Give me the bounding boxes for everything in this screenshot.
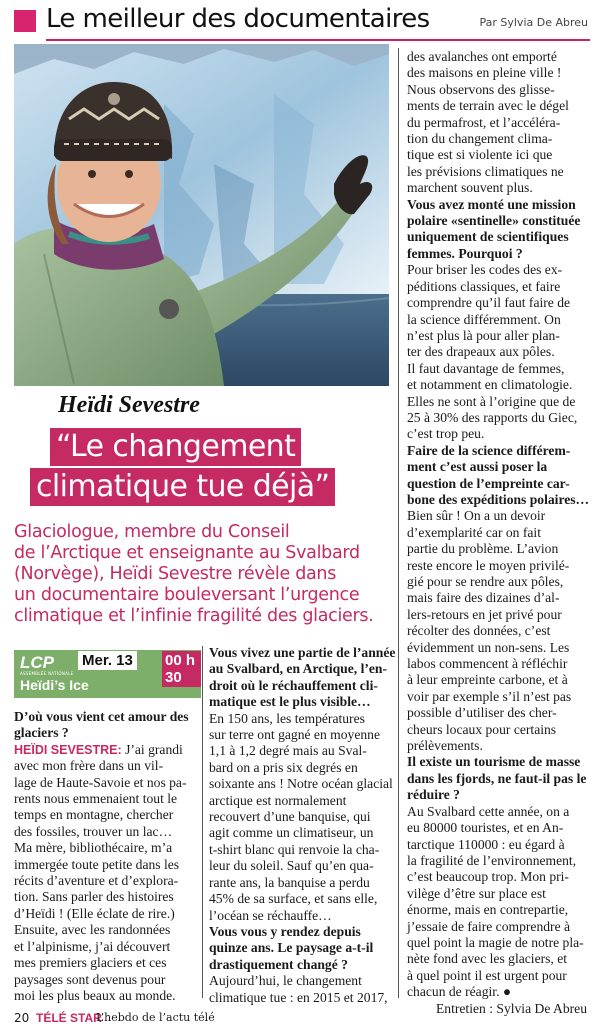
- question-line: Vous avez monté une mission: [407, 196, 576, 212]
- article-column-2: [209, 645, 396, 1006]
- column-divider: [398, 48, 399, 998]
- answer-line: des avalanches ont emporté: [407, 49, 557, 64]
- question-line: droit où le réchauffement cli-: [209, 677, 378, 693]
- answer-line: l’océan se réchauffe…: [209, 907, 332, 923]
- question-line: ment c’est aussi poser la: [407, 459, 548, 475]
- answer-line: des maisons en pleine ville !: [407, 65, 562, 81]
- answer-line: à quel point il est urgent pour: [407, 967, 567, 983]
- answer-line: évidemment un non-sens. Les: [407, 639, 570, 655]
- answer-line: prélèvements.: [407, 738, 483, 754]
- quote-line-2: climatique tue déjà”: [30, 468, 335, 506]
- answer-line: leur du soleil. Sauf qu’en qua-: [209, 858, 374, 874]
- article-text: J’ai grandi: [121, 741, 183, 757]
- answer-line: 1,1 à 1,2 degré mais au Sval-: [209, 743, 367, 759]
- question-line: Vous vivez une partie de l’année: [209, 645, 396, 660]
- answer-line: tarctique 110000 : eu égard à: [407, 836, 565, 852]
- question-line: dans les fjords, ne faut-il pas le: [407, 770, 587, 786]
- interview-credit: Entretien : Sylvia De Abreu: [435, 1000, 587, 1016]
- channel-subtitle: ASSEMBLÉE NATIONALE: [20, 671, 74, 676]
- answer-line: temps en montagne, chercher: [14, 807, 174, 823]
- answer-line: récits d’aventure et d’explora-: [14, 873, 179, 889]
- answer-line: moi les plus beaux au monde.: [14, 987, 176, 1003]
- answer-line: t-shirt blanc qui renvoie la cha-: [209, 841, 380, 857]
- answer-line: des fossiles, trouver un lac…: [14, 823, 173, 839]
- answer-line: reste encore le moyen privilé-: [407, 557, 570, 573]
- answer-line: et l’alpinisme, j’ai découvert: [14, 938, 171, 954]
- intro-line: (Norvège), Heïdi Sevestre révèle dans: [14, 564, 337, 584]
- answer-line: tion du changement clima-: [407, 131, 553, 147]
- question-line: au Svalbard, en Arctique, l’en-: [209, 661, 387, 677]
- quote-line-1: “Le changement: [50, 428, 301, 466]
- answer-line: En 150 ans, les températures: [209, 710, 365, 726]
- question-line: D’où vous vient cet amour des: [14, 709, 189, 724]
- magazine-brand: TÉLÉ STAR: [36, 1011, 102, 1025]
- broadcast-day: Mer. 13: [78, 651, 137, 670]
- answer-line: Ensuite, avec les randonnées: [14, 922, 171, 938]
- answer-line: possible d’utiliser des cher-: [407, 705, 557, 721]
- question-line: matique est le plus visible…: [209, 694, 371, 710]
- answer-line: c’est trop peu.: [407, 426, 485, 442]
- article-line: [14, 742, 196, 758]
- section-marker: [14, 10, 36, 32]
- answer-line: tique est si violente ici que: [407, 147, 553, 163]
- answer-line: tion. Sans parler des histoires: [14, 889, 174, 905]
- magazine-tagline: L’hebdo de l’actu télé: [96, 1011, 215, 1024]
- question-line: question de l’empreinte car-: [407, 475, 570, 491]
- show-title: Heïdi’s Ice: [20, 677, 89, 693]
- page-number: 20: [14, 1011, 30, 1025]
- page-footer: [14, 1010, 594, 1028]
- answer-line: et notamment en climatologie.: [407, 377, 573, 393]
- answer-line: Aujourd’hui, le changement: [209, 973, 362, 989]
- question-line: Vous vous y rendez depuis: [209, 923, 361, 939]
- answer-line: Ma mère, bibliothécaire, m’a: [14, 840, 173, 856]
- answer-line: ter des drapeaux aux pôles.: [407, 344, 555, 360]
- question-line: glaciers ?: [14, 725, 69, 741]
- article-column-3: [407, 49, 590, 1017]
- answer-line: c’est beaucoup trop. Mon pri-: [407, 869, 569, 885]
- answer-line: récolter des données, c’est: [407, 623, 551, 639]
- question-line: polaire «sentinelle» constituée: [407, 213, 581, 229]
- answer-line: rante ans, la banquise a perdu: [209, 874, 370, 890]
- answer-line: sur terre ont gagné en moyenne: [209, 727, 380, 743]
- intro-line: de l’Arctique et enseignante au Svalbard: [14, 543, 360, 563]
- interviewee-name: Heïdi Sevestre: [58, 392, 200, 418]
- answer-line: arctique est normalement: [209, 792, 347, 808]
- answer-line: comprendre qu’il faut faire de: [407, 295, 571, 311]
- answer-line: soixante ans ! Notre océan glacial: [209, 776, 393, 792]
- answer-line: 25 à 30% des rapports du Giec,: [407, 409, 578, 425]
- answer-line: chacun de réagir. ●: [407, 984, 512, 1000]
- answer-line: Nous observons des glisse-: [407, 81, 555, 97]
- answer-line: mais faire des dizaines d’al-: [407, 590, 560, 606]
- answer-line: 45% de sa surface, et sans elle,: [209, 891, 378, 907]
- answer-line: j’essaie de faire comprendre à: [407, 918, 571, 934]
- answer-line: vilège d’être sur place est: [407, 885, 546, 901]
- header-rule: [46, 39, 590, 41]
- answer-line: lers-retours en jet privé pour: [407, 606, 562, 622]
- answer-line: Pour briser les codes des ex-: [407, 262, 563, 278]
- intro-line: climatique et l’infinie fragilité des glaciers.: [14, 606, 374, 626]
- section-header: [14, 6, 590, 44]
- section-title: Le meilleur des documentaires: [46, 4, 430, 34]
- answer-line: immergée toute petite dans les: [14, 856, 180, 872]
- broadcast-time: 00 h 30: [162, 651, 201, 687]
- answer-line: rents nous emmenaient tout le: [14, 791, 178, 807]
- answer-line: lage de Haute-Savoie et nos pa-: [14, 774, 187, 790]
- answer-line: à leur empreinte carbone, et à: [407, 672, 568, 688]
- answer-line: paysages sont devenus pour: [14, 971, 166, 987]
- answer-line: Elles ne sont à l’origine que de: [407, 393, 576, 409]
- answer-line: nète fond avec les glaciers, et: [407, 951, 568, 967]
- answer-line: d’exemplarité car on fait: [407, 524, 541, 540]
- answer-line: Au Svalbard cette année, on a: [407, 803, 570, 819]
- answer-line: quel point la magie de notre pla-: [407, 934, 584, 950]
- intro-paragraph: [14, 522, 394, 627]
- answer-line: mes premiers glaciers et ces: [14, 955, 167, 971]
- article-column-1: [14, 709, 196, 1004]
- question-line: uniquement de scientifiques: [407, 229, 569, 245]
- answer-line: Bien sûr ! On a un devoir: [407, 508, 546, 524]
- answer-line: agit comme un climatiseur, un: [209, 825, 374, 841]
- intro-line: Glaciologue, membre du Conseil: [14, 522, 290, 542]
- answer-line: péditions classiques, et faire: [407, 278, 561, 294]
- speaker-name: HEÏDI SEVESTRE:: [14, 742, 122, 757]
- answer-line: avec mon frère dans un vil-: [14, 758, 164, 774]
- channel-logo: LCP: [20, 653, 54, 672]
- question-line: quinze ans. Le paysage a-t-il: [209, 940, 374, 956]
- answer-line: voir par exemple s’il n’est pas: [407, 688, 572, 704]
- answer-line: ments de terrain avec le dégel: [407, 98, 569, 114]
- answer-line: bard on a pris six degrés en: [209, 759, 358, 775]
- answer-line: énorme, mais en contrepartie,: [407, 902, 569, 918]
- answer-line: cheurs locaux pour certains: [407, 721, 557, 737]
- question-line: Il existe un tourisme de masse: [407, 754, 581, 770]
- headline-quote: [36, 428, 385, 506]
- question-line: réduire ?: [407, 787, 460, 803]
- answer-line: du permafrost, et l’accéléra-: [407, 114, 561, 130]
- portrait-photo: [14, 44, 389, 386]
- question-line: bone des expéditions polaires…: [407, 491, 590, 507]
- answer-line: eu 80000 touristes, et en An-: [407, 820, 564, 836]
- question-line: drastiquement changé ?: [209, 956, 348, 972]
- answer-line: d’Heïdi ! (Elle éclate de rire.): [14, 905, 175, 921]
- answer-line: partie du problème. L’avion: [407, 541, 559, 557]
- answer-line: la fragilité de l’environnement,: [407, 852, 577, 868]
- column-divider: [202, 646, 203, 998]
- answer-line: labos commencent à réfléchir: [407, 656, 568, 672]
- tv-listing-box: [14, 650, 201, 698]
- question-line: Faire de la science différem-: [407, 442, 571, 458]
- intro-line: un documentaire bouleversant l’urgence: [14, 585, 360, 605]
- answer-line: les prévisions climatiques ne: [407, 163, 564, 179]
- answer-line: recouvert d’une banquise, qui: [209, 809, 371, 825]
- answer-line: la science différemment. On: [407, 311, 561, 327]
- answer-line: gié pour se rendre aux pôles,: [407, 574, 564, 589]
- byline: Par Sylvia De Abreu: [479, 16, 588, 29]
- answer-line: climatique tue : en 2015 et 2017,: [209, 989, 388, 1005]
- answer-line: Il faut davantage de femmes,: [407, 360, 565, 376]
- answer-line: marchent souvent plus.: [407, 180, 533, 196]
- question-line: femmes. Pourquoi ?: [407, 245, 523, 261]
- answer-line: n’est plus là pour aller plan-: [407, 327, 560, 343]
